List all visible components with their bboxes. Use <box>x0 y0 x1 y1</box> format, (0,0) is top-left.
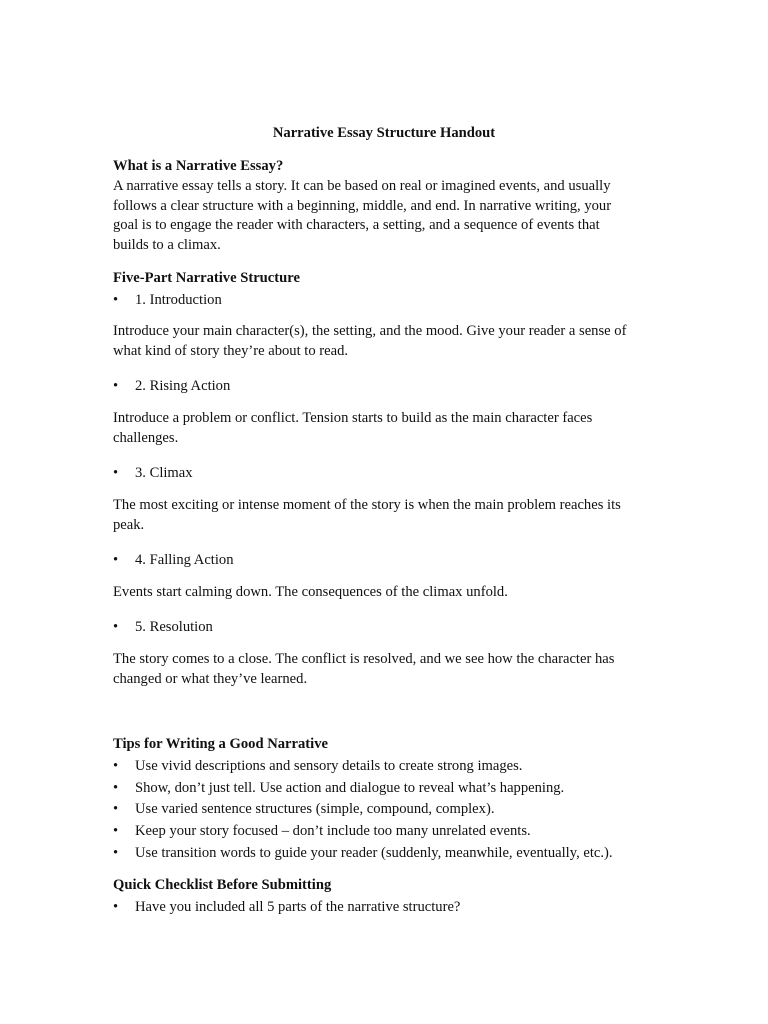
what-is-heading: What is a Narrative Essay? <box>113 158 284 174</box>
paragraph-line: Introduce your main character(s), the setting, and the mood. Give your reader a sense of <box>113 323 627 339</box>
tip-text: Use transition words to guide your reader (suddenly, meanwhile, eventually, etc.). <box>135 845 613 861</box>
bullet-icon: • <box>113 780 119 796</box>
paragraph-line: The story comes to a close. The conflict is resolved, and we see how the character has <box>113 651 615 667</box>
paragraph-line: Introduce a problem or conflict. Tension starts to build as the main character faces <box>113 410 593 426</box>
bullet-icon: • <box>113 845 119 861</box>
part-label: 4. Falling Action <box>135 552 234 568</box>
part-label: 5. Resolution <box>135 619 213 635</box>
bullet-icon: • <box>113 552 119 568</box>
tip-text: Show, don’t just tell. Use action and dialogue to reveal what’s happening. <box>135 780 565 796</box>
bullet-icon: • <box>113 801 119 817</box>
bullet-icon: • <box>113 899 119 915</box>
part-description <box>113 322 626 361</box>
paragraph-line: goal is to engage the reader with characters, a setting, and a sequence of events that <box>113 217 600 233</box>
bullet-icon: • <box>113 378 119 394</box>
part-description <box>113 650 614 689</box>
part-label: 3. Climax <box>135 465 193 481</box>
paragraph-line: The most exciting or intense moment of the story is when the main problem reaches its <box>113 497 621 513</box>
paragraph-line: builds to a climax. <box>113 236 221 253</box>
part-label: 2. Rising Action <box>135 378 231 394</box>
part-label: 1. Introduction <box>135 292 222 308</box>
part-description <box>113 496 621 535</box>
paragraph-line: peak. <box>113 516 145 533</box>
tips-heading: Tips for Writing a Good Narrative <box>113 736 328 752</box>
what-is-paragraph <box>113 177 611 255</box>
bullet-icon: • <box>113 758 119 774</box>
bullet-icon: • <box>113 823 119 839</box>
tip-text: Use vivid descriptions and sensory details to create strong images. <box>135 758 523 774</box>
paragraph-line: what kind of story they’re about to read. <box>113 342 349 359</box>
bullet-icon: • <box>113 619 119 635</box>
bullet-icon: • <box>113 465 119 481</box>
part-description <box>113 583 508 603</box>
document-title: Narrative Essay Structure Handout <box>272 125 496 141</box>
tip-text: Use varied sentence structures (simple, compound, complex). <box>135 801 495 817</box>
paragraph-line: challenges. <box>113 429 179 446</box>
checklist-text: Have you included all 5 parts of the narrative structure? <box>135 899 461 915</box>
paragraph-line: changed or what they’ve learned. <box>113 670 308 687</box>
part-description <box>113 409 592 448</box>
paragraph-line: Events start calming down. The consequences of the climax unfold. <box>113 584 508 600</box>
checklist-heading: Quick Checklist Before Submitting <box>113 877 332 893</box>
tip-text: Keep your story focused – don’t include too many unrelated events. <box>135 823 531 839</box>
paragraph-line: follows a clear structure with a beginning, middle, and end. In narrative writing, your <box>113 197 612 214</box>
bullet-icon: • <box>113 292 119 308</box>
structure-heading: Five-Part Narrative Structure <box>113 270 300 286</box>
paragraph-line: A narrative essay tells a story. It can be based on real or imagined events, and usually <box>113 178 611 194</box>
